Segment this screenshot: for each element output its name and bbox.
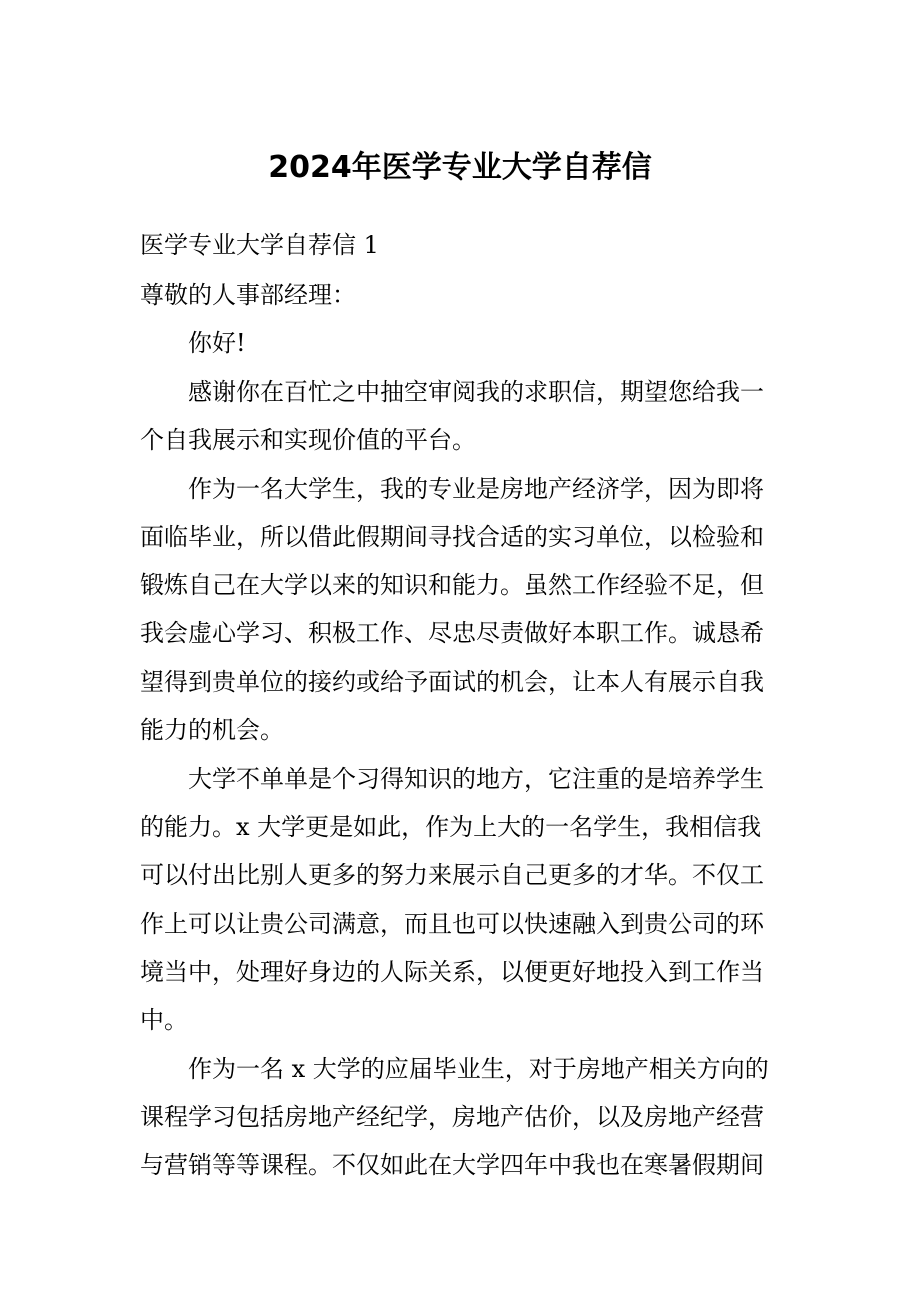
paragraph-line: 中。 <box>140 1006 188 1034</box>
paragraph-line: 望得到贵单位的接约或给予面试的机会，让本人有展示自我 <box>140 668 764 696</box>
paragraph-line: 可以付出比别人更多的努力来展示自己更多的才华。不仅工 <box>140 861 764 889</box>
paragraph-line: 与营销等等课程。不仅如此在大学四年中我也在寒暑假期间 <box>140 1151 764 1179</box>
paragraph-line: 感谢你在百忙之中抽空审阅我的求职信，期望您给我一 <box>188 378 764 406</box>
paragraph-line: 境当中，处理好身边的人际关系，以便更好地投入到工作当 <box>140 958 764 986</box>
document-title: 2024年医学专业大学自荐信 <box>268 150 652 185</box>
paragraph-line: 作为一名大学生，我的专业是房地产经济学，因为即将 <box>188 475 764 503</box>
paragraph-line: 个自我展示和实现价值的平台。 <box>140 426 476 454</box>
paragraph-line: 作为一名 x 大学的应届毕业生，对于房地产相关方向的 <box>188 1055 769 1083</box>
paragraph-line: 锻炼自己在大学以来的知识和能力。虽然工作经验不足，但 <box>140 571 764 599</box>
paragraph-line: 能力的机会。 <box>140 716 284 744</box>
salutation: 尊敬的人事部经理： <box>140 281 356 309</box>
paragraph-line: 我会虚心学习、积极工作、尽忠尽责做好本职工作。诚恳希 <box>140 619 764 647</box>
paragraph-line: 作上可以让贵公司满意，而且也可以快速融入到贵公司的环 <box>140 910 764 938</box>
paragraph-line: 的能力。x 大学更是如此，作为上大的一名学生，我相信我 <box>140 813 762 841</box>
document-subtitle: 医学专业大学自荐信 1 <box>140 231 379 259</box>
greeting: 你好! <box>188 329 246 357</box>
paragraph-line: 面临毕业，所以借此假期间寻找合适的实习单位，以检验和 <box>140 523 764 551</box>
paragraph-line: 大学不单单是个习得知识的地方，它注重的是培养学生 <box>188 765 764 793</box>
paragraph-line: 课程学习包括房地产经纪学，房地产估价，以及房地产经营 <box>140 1103 764 1131</box>
